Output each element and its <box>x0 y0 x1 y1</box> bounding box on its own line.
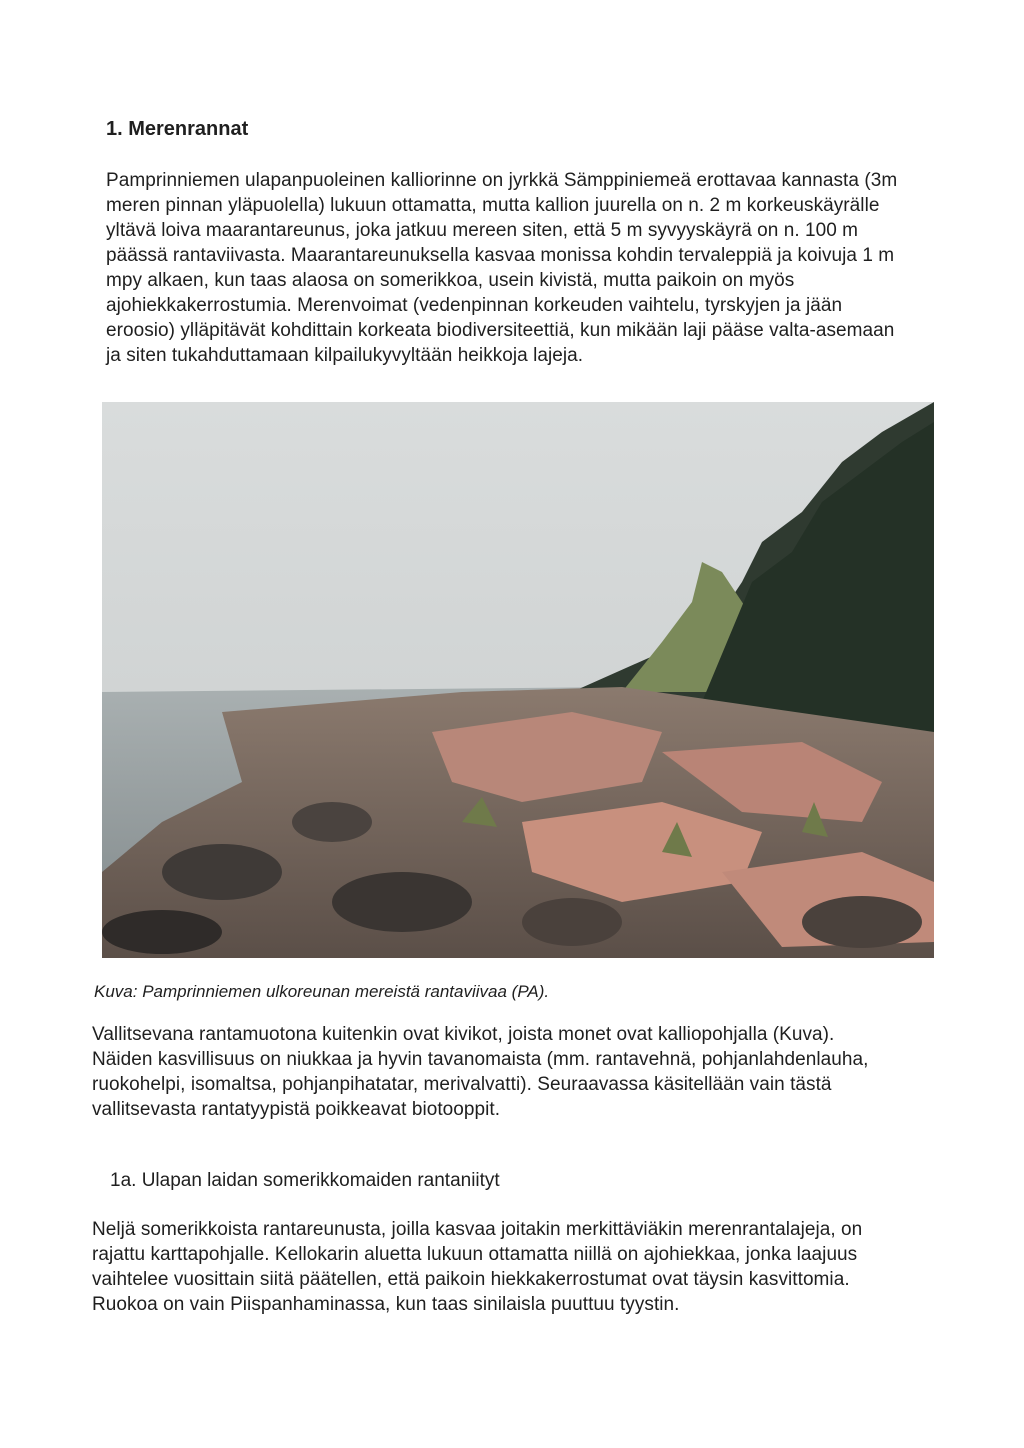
subsection-paragraph: Neljä somerikkoista rantareunusta, joilla kasvaa joitakin merkittäviäkin merenrantalajeja, on rajattu karttapohjalle. Kellokarin aluetta lukuun ottamatta niillä on ajohiekkaa, jonka laajuus vaihtelee vuosittain siitä päätellen, että paikoin hiekkakerrostumat ovat täysin kasvittomia. Ruokoa on vain Piispanhaminassa, kun taas sinilaisla puuttuu tyystin. <box>92 1219 863 1315</box>
intro-paragraph: Pamprinniemen ulapanpuoleinen kalliorinne on jyrkkä Sämppiniemeä erottavaa kannasta (3m meren pinnan yläpuolella) lukuun ottamatta, mutta kallion juurella on n. 2 m korkeuskäyrälle yltävä loiva maarantareunus, joka jatkuu mereen siten, että 5 m syvyyskäyrä on n. 100 m päässä rantaviivasta. Maarantareunuksella kasvaa monissa kohdin tervaleppiä ja koivuja 1 m mpy alkaen, kun taas alaosa on somerikkoa, usein kivistä, mutta paikoin on myös ajohiekkakerrostumia. Merenvoimat (vedenpinnan korkeuden vaihtelu, tyrskyjen ja jään eroosio) ylläpitävät kohdittain korkeata biodiversiteettiä, kun mikään laji pääse valta-asemaan ja siten tukahduttamaan kilpailukyvyltään heikkoja lajeja. <box>106 170 898 366</box>
section-heading: 1. Merenrannat <box>106 118 249 140</box>
shoreline-photo <box>102 402 934 958</box>
subsection-heading: 1a. Ulapan laidan somerikkomaiden rantaniityt <box>110 1170 500 1191</box>
photo-caption: Kuva: Pamprinniemen ulkoreunan mereistä rantaviivaa (PA). <box>94 982 550 1001</box>
body-paragraph: Vallitsevana rantamuotona kuitenkin ovat kivikot, joista monet ovat kalliopohjalla (Kuva). Näiden kasvillisuus on niukkaa ja hyvin tavanomaista (mm. rantavehnä, pohjanlahdenlauha, ruokohelpi, isomaltsa, pohjanpihatatar, merivalvatti). Seuraavassa käsitellään vain tästä vallitsevasta rantatyypistä poikkeavat biotooppit. <box>92 1024 869 1120</box>
